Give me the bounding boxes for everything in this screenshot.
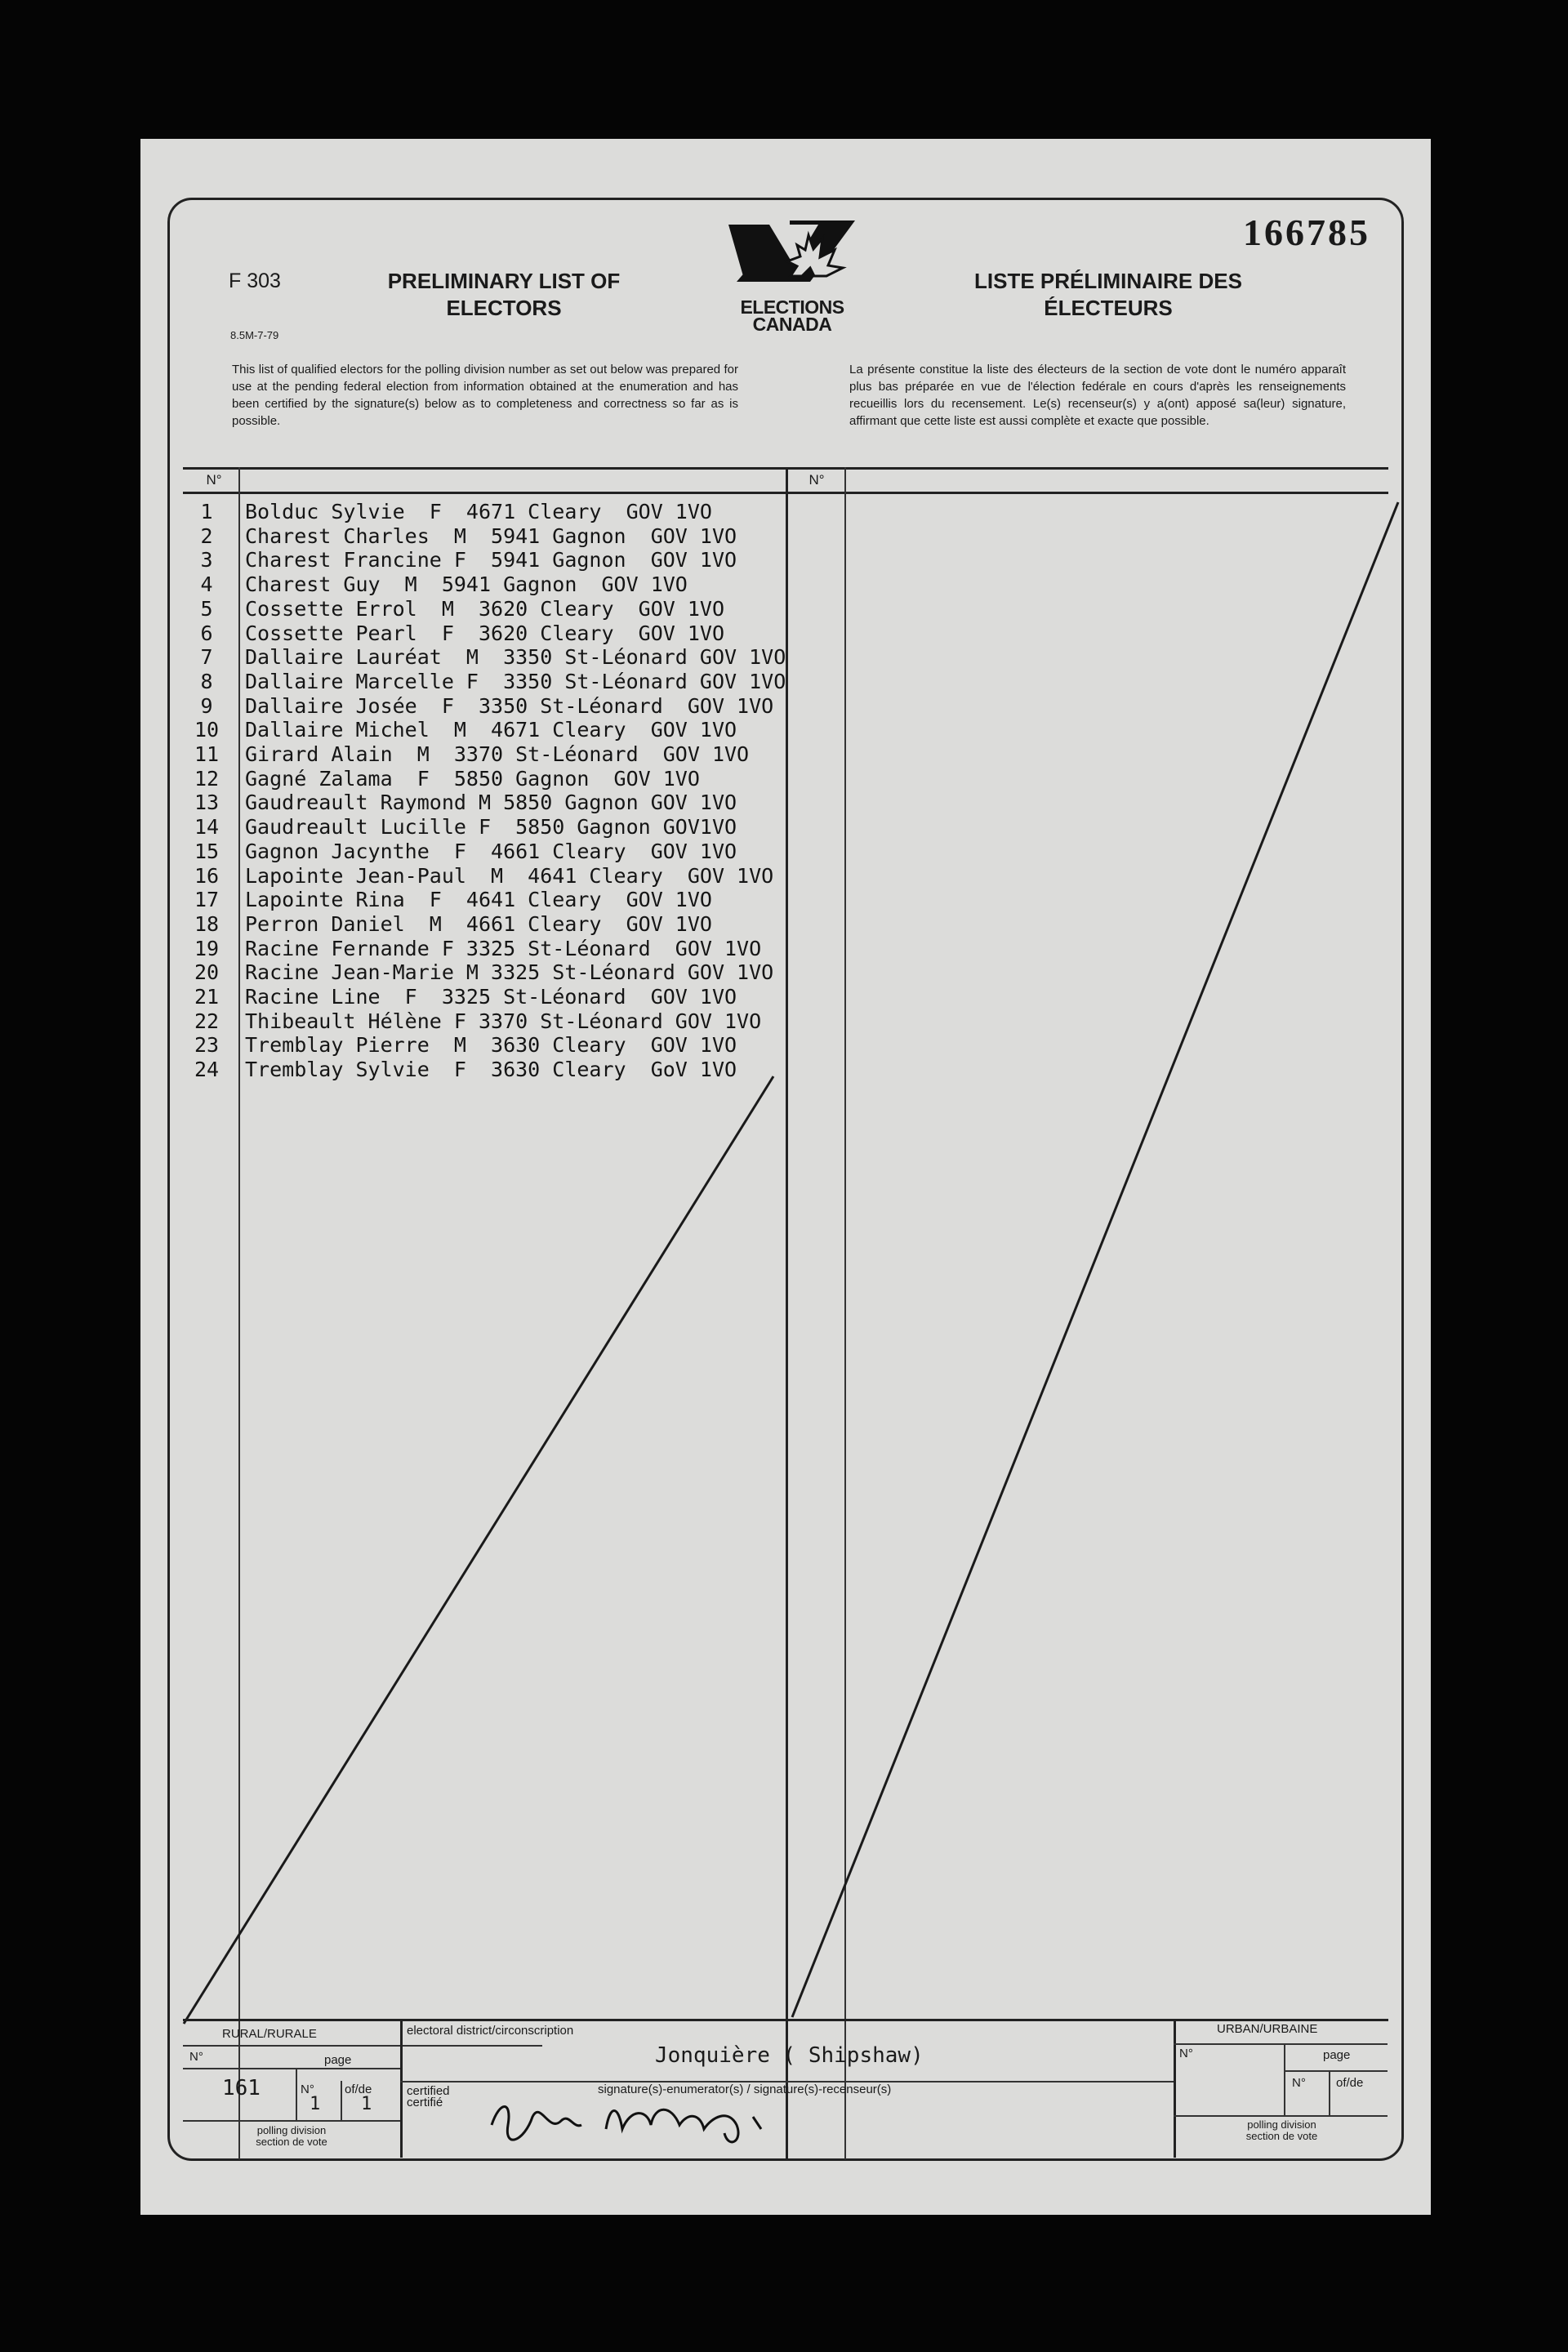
rural-header-line (183, 2068, 400, 2069)
rural-no-label: N° (189, 2050, 203, 2064)
cancel-line-left (184, 1076, 773, 2024)
list-item (186, 500, 774, 524)
elector-entry-text: Tremblay Pierre M 3630 Cleary GOV 1VO (245, 1033, 737, 1058)
form-code: 8.5M-7-79 (230, 329, 279, 341)
elector-entry-text: Perron Daniel M 4661 Cleary GOV 1VO (245, 911, 712, 936)
urban-page-line (1284, 2070, 1388, 2072)
urban-label-line (1174, 2043, 1388, 2045)
document-sheet (140, 139, 1431, 2215)
intro-french: La présente constitue la liste des électeurs de la section de vote dont le numéro apparaît plus bas préparée en vue de l'élection fedérale en cours d'après les renseignements recueillis lors du recensement. Le(s) recenseur(s) y a(ont) apposé sa(leur) signature, affirmant que cette liste est aussi complète et exacte que possible. (849, 363, 1346, 428)
urban-label: URBAN/URBAINE (1217, 2022, 1318, 2036)
urban-page-no-label: N° (1292, 2076, 1306, 2090)
elector-number: 23 (194, 1033, 220, 1058)
elector-number: 11 (194, 742, 220, 766)
signature-label: signature(s)-enumerator(s) / signature(s)-recenseur(s) (598, 2082, 892, 2096)
elector-number: 2 (200, 523, 213, 548)
urban-page-of-label: of/de (1336, 2076, 1364, 2090)
elector-entry-text: Dallaire Michel M 4671 Cleary GOV 1VO (245, 718, 737, 742)
elector-entry-text: Racine Fernande F 3325 St-Léonard GOV 1VO (245, 936, 762, 960)
list-item (186, 645, 786, 670)
form-number: F 303 (229, 270, 281, 292)
diagonal-cancel-lines (140, 139, 1431, 2215)
list-item (186, 1009, 774, 1034)
elector-entry-text: Tremblay Sylvie F 3630 Cleary GoV 1VO (245, 1058, 737, 1082)
elector-number: 10 (194, 718, 220, 742)
elector-number: 19 (194, 936, 220, 960)
footer-divider-rural (400, 2019, 403, 2158)
rural-bottom-line (183, 2120, 400, 2122)
polling-division-label: polling division section de vote (256, 2124, 327, 2148)
polling-division-number: 161 (222, 2076, 261, 2100)
electoral-district-label: electoral district/circonscription (407, 2024, 574, 2038)
elector-entry-text: Cossette Errol M 3620 Cleary GOV 1VO (245, 596, 724, 621)
list-item (186, 1058, 774, 1082)
rural-page-no-label: N° (301, 2082, 314, 2096)
elector-entry-text: Girard Alain M 3370 St-Léonard GOV 1VO (245, 742, 750, 766)
elector-entry-text: Lapointe Jean-Paul M 4641 Cleary GOV 1VO (245, 863, 774, 888)
list-item (186, 985, 774, 1009)
footer-divider-urban (1174, 2019, 1176, 2158)
list-item (186, 524, 774, 549)
cancel-line-right (792, 502, 1398, 2017)
elector-number: 14 (194, 815, 220, 840)
elector-number: 7 (200, 645, 213, 670)
list-item (186, 669, 786, 694)
elector-entry-text: Racine Line F 3325 St-Léonard GOV 1VO (245, 985, 737, 1009)
rural-page-divider (341, 2081, 342, 2120)
elector-number: 13 (194, 791, 220, 815)
elector-entry-text: Gaudreault Lucille F 5850 Gagnon GOV1VO (245, 815, 737, 840)
list-item (186, 960, 774, 985)
rural-page-of-label: of/de (345, 2082, 372, 2096)
urban-no-label: N° (1179, 2047, 1193, 2060)
rural-no-divider (296, 2068, 297, 2120)
elector-number: 15 (194, 839, 220, 863)
logo-line-2: CANADA (752, 314, 832, 335)
elector-entry-text: Thibeault Hélène F 3370 St-Léonard GOV 1VO (245, 1009, 762, 1033)
elector-number: 17 (194, 888, 220, 912)
elector-number: 9 (200, 693, 213, 718)
elector-entry-text: Gagné Zalama F 5850 Gagnon GOV 1VO (245, 766, 700, 791)
list-item (186, 767, 774, 791)
list-item (186, 864, 774, 889)
elector-entry-text: Cossette Pearl F 3620 Cleary GOV 1VO (245, 621, 724, 645)
list-item (186, 937, 774, 961)
column-header-no-left: N° (206, 472, 222, 488)
elector-entry-text: Charest Guy M 5941 Gagnon GOV 1VO (245, 572, 688, 597)
elector-number: 3 (200, 548, 213, 572)
list-item (186, 815, 774, 840)
list-item (186, 791, 774, 815)
elector-entry-text: Gaudreault Raymond M 5850 Gagnon GOV 1VO (245, 791, 737, 815)
electoral-district-value: Jonquière ( Shipshaw) (655, 2043, 924, 2068)
list-item (186, 912, 774, 937)
urban-polling-division-label: polling division section de vote (1245, 2118, 1318, 2142)
urban-page-divider (1329, 2070, 1330, 2115)
logo-line-1: ELECTIONS (740, 296, 844, 318)
rural-page-no: 1 (310, 2094, 321, 2114)
urban-no-divider (1284, 2043, 1285, 2115)
elector-number: 5 (200, 596, 213, 621)
enumerator-signature (483, 2092, 777, 2149)
rural-page-label: page (324, 2053, 352, 2067)
elector-number: 6 (200, 621, 213, 645)
elector-number: 8 (200, 669, 213, 693)
list-item (186, 742, 774, 767)
rural-label: RURAL/RURALE (222, 2027, 317, 2041)
list-item (186, 1033, 774, 1058)
elector-number: 1 (200, 500, 213, 523)
elector-entry-text: Charest Charles M 5941 Gagnon GOV 1VO (245, 523, 737, 548)
elector-number: 20 (194, 960, 220, 985)
certified-label: certified certifié (407, 2084, 450, 2109)
elector-number: 16 (194, 863, 220, 888)
list-item (186, 621, 774, 646)
elector-entry-text: Dallaire Lauréat M 3350 St-Léonard GOV 1VO (245, 645, 786, 670)
column-header-no-right: N° (808, 472, 825, 488)
elector-entry-text: Dallaire Josée F 3350 St-Léonard GOV 1VO (245, 693, 774, 718)
serial-number: 166785 (1243, 212, 1370, 253)
elector-number: 4 (200, 572, 213, 597)
elector-number: 18 (194, 911, 220, 936)
elector-entry-text: Lapointe Rina F 4641 Cleary GOV 1VO (245, 888, 712, 912)
list-item (186, 548, 774, 572)
elector-entry-text: Charest Francine F 5941 Gagnon GOV 1VO (245, 548, 737, 572)
elector-entry-text: Dallaire Marcelle F 3350 St-Léonard GOV 1VO (245, 669, 786, 693)
title-english: PRELIMINARY LIST OF ELECTORS (387, 269, 621, 320)
elector-entry-text: Racine Jean-Marie M 3325 St-Léonard GOV 1VO (245, 960, 774, 985)
footer-top-line (183, 2019, 1388, 2021)
elector-entry-text: Bolduc Sylvie F 4671 Cleary GOV 1VO (245, 500, 712, 523)
title-french: LISTE PRÉLIMINAIRE DES ÉLECTEURS (974, 269, 1242, 320)
rural-label-line (183, 2045, 542, 2047)
elector-number: 12 (194, 766, 220, 791)
urban-page-label: page (1323, 2048, 1351, 2062)
elector-number: 22 (194, 1009, 220, 1033)
list-item (186, 572, 774, 597)
list-item (186, 718, 774, 742)
list-item (186, 694, 774, 719)
elector-entry-text: Gagnon Jacynthe F 4661 Cleary GOV 1VO (245, 839, 737, 863)
elector-number: 21 (194, 985, 220, 1009)
rural-page-of: 1 (361, 2094, 372, 2114)
list-item (186, 888, 774, 912)
elector-number: 24 (194, 1058, 220, 1082)
intro-english: This list of qualified electors for the polling division number as set out below was prepared for use at the pending federal election from information obtained at the enumeration and has been certified by the signature(s) below as to completeness and correctness so far as is possible. (232, 363, 738, 428)
urban-bottom-line (1174, 2115, 1388, 2117)
list-item (186, 840, 774, 864)
list-item (186, 597, 774, 621)
